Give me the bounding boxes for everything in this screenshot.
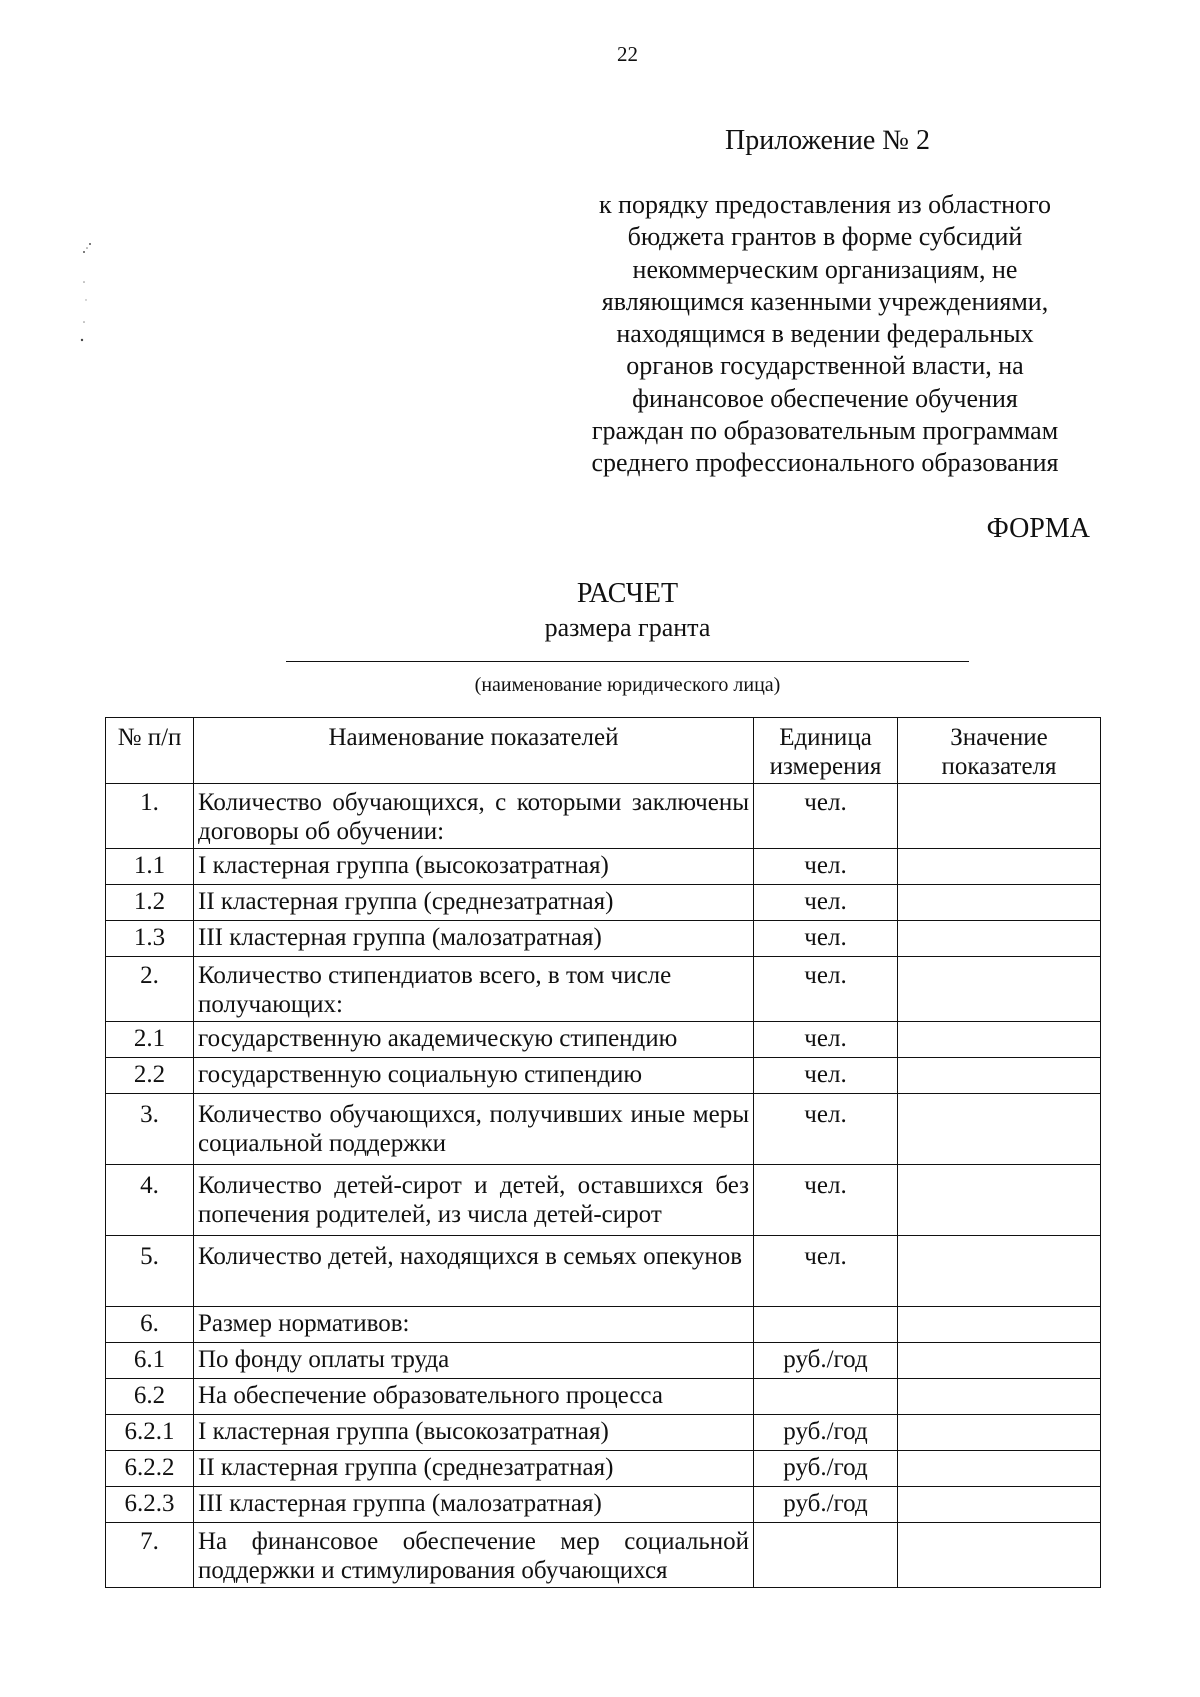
row-number: 6.2.2	[106, 1451, 194, 1487]
row-unit: чел.	[754, 1022, 898, 1058]
row-indicator-name: На обеспечение образовательного процесса	[194, 1379, 754, 1415]
row-indicator-name: II кластерная группа (среднезатратная)	[194, 1451, 754, 1487]
table-row	[106, 1058, 1101, 1094]
header-number: № п/п	[106, 718, 194, 784]
appendix-title: Приложение № 2	[725, 125, 930, 156]
row-unit: руб./год	[754, 1451, 898, 1487]
entity-name-blank-line	[286, 661, 969, 662]
row-indicator-name: Количество детей-сирот и детей, оставшихся без попечения родителей, из числа детей-сирот	[194, 1165, 754, 1236]
row-value-cell[interactable]	[898, 1523, 1101, 1588]
row-unit: руб./год	[754, 1487, 898, 1523]
row-unit	[754, 1379, 898, 1415]
row-unit: чел.	[754, 1058, 898, 1094]
row-indicator-name: I кластерная группа (высокозатратная)	[194, 1415, 754, 1451]
row-value-cell[interactable]	[898, 1094, 1101, 1165]
row-number: 5.	[106, 1236, 194, 1307]
table-row	[106, 784, 1101, 849]
row-unit: чел.	[754, 957, 898, 1022]
row-value-cell[interactable]	[898, 1379, 1101, 1415]
row-number: 6.2.3	[106, 1487, 194, 1523]
row-indicator-name: Количество обучающихся, получивших иные меры социальной поддержки	[194, 1094, 754, 1165]
appendix-subtitle-line: некоммерческим организациям, не	[632, 254, 1018, 284]
row-unit: чел.	[754, 1236, 898, 1307]
table-row	[106, 1094, 1101, 1165]
appendix-subtitle-line: являющимся казенными учреждениями,	[601, 286, 1049, 316]
row-value-cell[interactable]	[898, 784, 1101, 849]
row-number: 2.2	[106, 1058, 194, 1094]
table-row	[106, 921, 1101, 957]
appendix-subtitle-line: финансовое обеспечение обучения	[632, 383, 1018, 413]
appendix-subtitle-line: находящимся в ведении федеральных	[616, 319, 1034, 349]
row-number: 2.1	[106, 1022, 194, 1058]
row-indicator-name: Количество детей, находящихся в семьях опекунов	[194, 1236, 754, 1307]
row-unit	[754, 1523, 898, 1588]
row-value-cell[interactable]	[898, 1451, 1101, 1487]
appendix-subtitle	[560, 189, 1090, 480]
table-row	[106, 1307, 1101, 1343]
form-label: ФОРМА	[986, 513, 1090, 544]
row-value-cell[interactable]	[898, 1487, 1101, 1523]
row-unit: чел.	[754, 1165, 898, 1236]
appendix-subtitle-line: бюджета грантов в форме субсидий	[627, 222, 1023, 252]
table-row	[106, 849, 1101, 885]
header-unit: Единица измерения	[754, 718, 898, 784]
row-number: 1.2	[106, 885, 194, 921]
table-row	[106, 1236, 1101, 1307]
page-number: 22	[617, 42, 638, 66]
row-unit: чел.	[754, 849, 898, 885]
row-number: 4.	[106, 1165, 194, 1236]
row-value-cell[interactable]	[898, 921, 1101, 957]
row-indicator-name: Размер нормативов:	[194, 1307, 754, 1343]
row-unit: руб./год	[754, 1415, 898, 1451]
row-number: 3.	[106, 1094, 194, 1165]
document-title: РАСЧЕТ	[576, 578, 679, 609]
table-row	[106, 885, 1101, 921]
row-indicator-name: III кластерная группа (малозатратная)	[194, 1487, 754, 1523]
row-value-cell[interactable]	[898, 957, 1101, 1022]
row-number: 2.	[106, 957, 194, 1022]
row-unit: чел.	[754, 1094, 898, 1165]
row-unit	[754, 1307, 898, 1343]
appendix-subtitle-line: органов государственной власти, на	[626, 351, 1024, 381]
header-value: Значение показателя	[898, 718, 1101, 784]
appendix-subtitle-line: среднего профессионального образования	[591, 448, 1059, 478]
row-unit: чел.	[754, 921, 898, 957]
row-indicator-name: государственную академическую стипендию	[194, 1022, 754, 1058]
row-number: 1.	[106, 784, 194, 849]
table-row	[106, 1451, 1101, 1487]
row-indicator-name: II кластерная группа (среднезатратная)	[194, 885, 754, 921]
row-value-cell[interactable]	[898, 1165, 1101, 1236]
row-number: 6.	[106, 1307, 194, 1343]
table-row	[106, 1415, 1101, 1451]
row-value-cell[interactable]	[898, 1236, 1101, 1307]
table-row	[106, 957, 1101, 1022]
header-indicator-name: Наименование показателей	[194, 718, 754, 784]
row-value-cell[interactable]	[898, 1343, 1101, 1379]
entity-name-caption: (наименование юридического лица)	[474, 674, 781, 696]
table-row	[106, 1343, 1101, 1379]
row-number: 1.3	[106, 921, 194, 957]
row-indicator-name: III кластерная группа (малозатратная)	[194, 921, 754, 957]
table-row	[106, 1022, 1101, 1058]
row-indicator-name: государственную социальную стипендию	[194, 1058, 754, 1094]
row-indicator-name: Количество обучающихся, с которыми заключены договоры об обучении:	[194, 784, 754, 849]
row-indicator-name: По фонду оплаты труда	[194, 1343, 754, 1379]
table-header-row	[106, 718, 1101, 784]
document-subtitle: размера гранта	[544, 613, 711, 642]
row-value-cell[interactable]	[898, 885, 1101, 921]
row-unit: руб./год	[754, 1343, 898, 1379]
row-number: 1.1	[106, 849, 194, 885]
row-indicator-name: Количество стипендиатов всего, в том числе получающих:	[194, 957, 754, 1022]
row-value-cell[interactable]	[898, 1307, 1101, 1343]
row-number: 6.2	[106, 1379, 194, 1415]
scan-artifact-marks	[78, 240, 98, 350]
grant-calculation-table	[105, 717, 1101, 1588]
table-row	[106, 1487, 1101, 1523]
row-indicator-name: I кластерная группа (высокозатратная)	[194, 849, 754, 885]
appendix-subtitle-line: к порядку предоставления из областного	[598, 190, 1052, 219]
row-value-cell[interactable]	[898, 1022, 1101, 1058]
table-row	[106, 1165, 1101, 1236]
row-unit: чел.	[754, 885, 898, 921]
row-unit: чел.	[754, 784, 898, 849]
appendix-subtitle-line: граждан по образовательным программам	[591, 416, 1059, 446]
row-number: 6.1	[106, 1343, 194, 1379]
row-value-cell[interactable]	[898, 1415, 1101, 1451]
row-value-cell[interactable]	[898, 1058, 1101, 1094]
row-value-cell[interactable]	[898, 849, 1101, 885]
table-row	[106, 1379, 1101, 1415]
row-indicator-name: На финансовое обеспечение мер социальной поддержки и стимулирования обучающихся	[194, 1523, 754, 1588]
row-number: 6.2.1	[106, 1415, 194, 1451]
table-row	[106, 1523, 1101, 1588]
row-number: 7.	[106, 1523, 194, 1588]
